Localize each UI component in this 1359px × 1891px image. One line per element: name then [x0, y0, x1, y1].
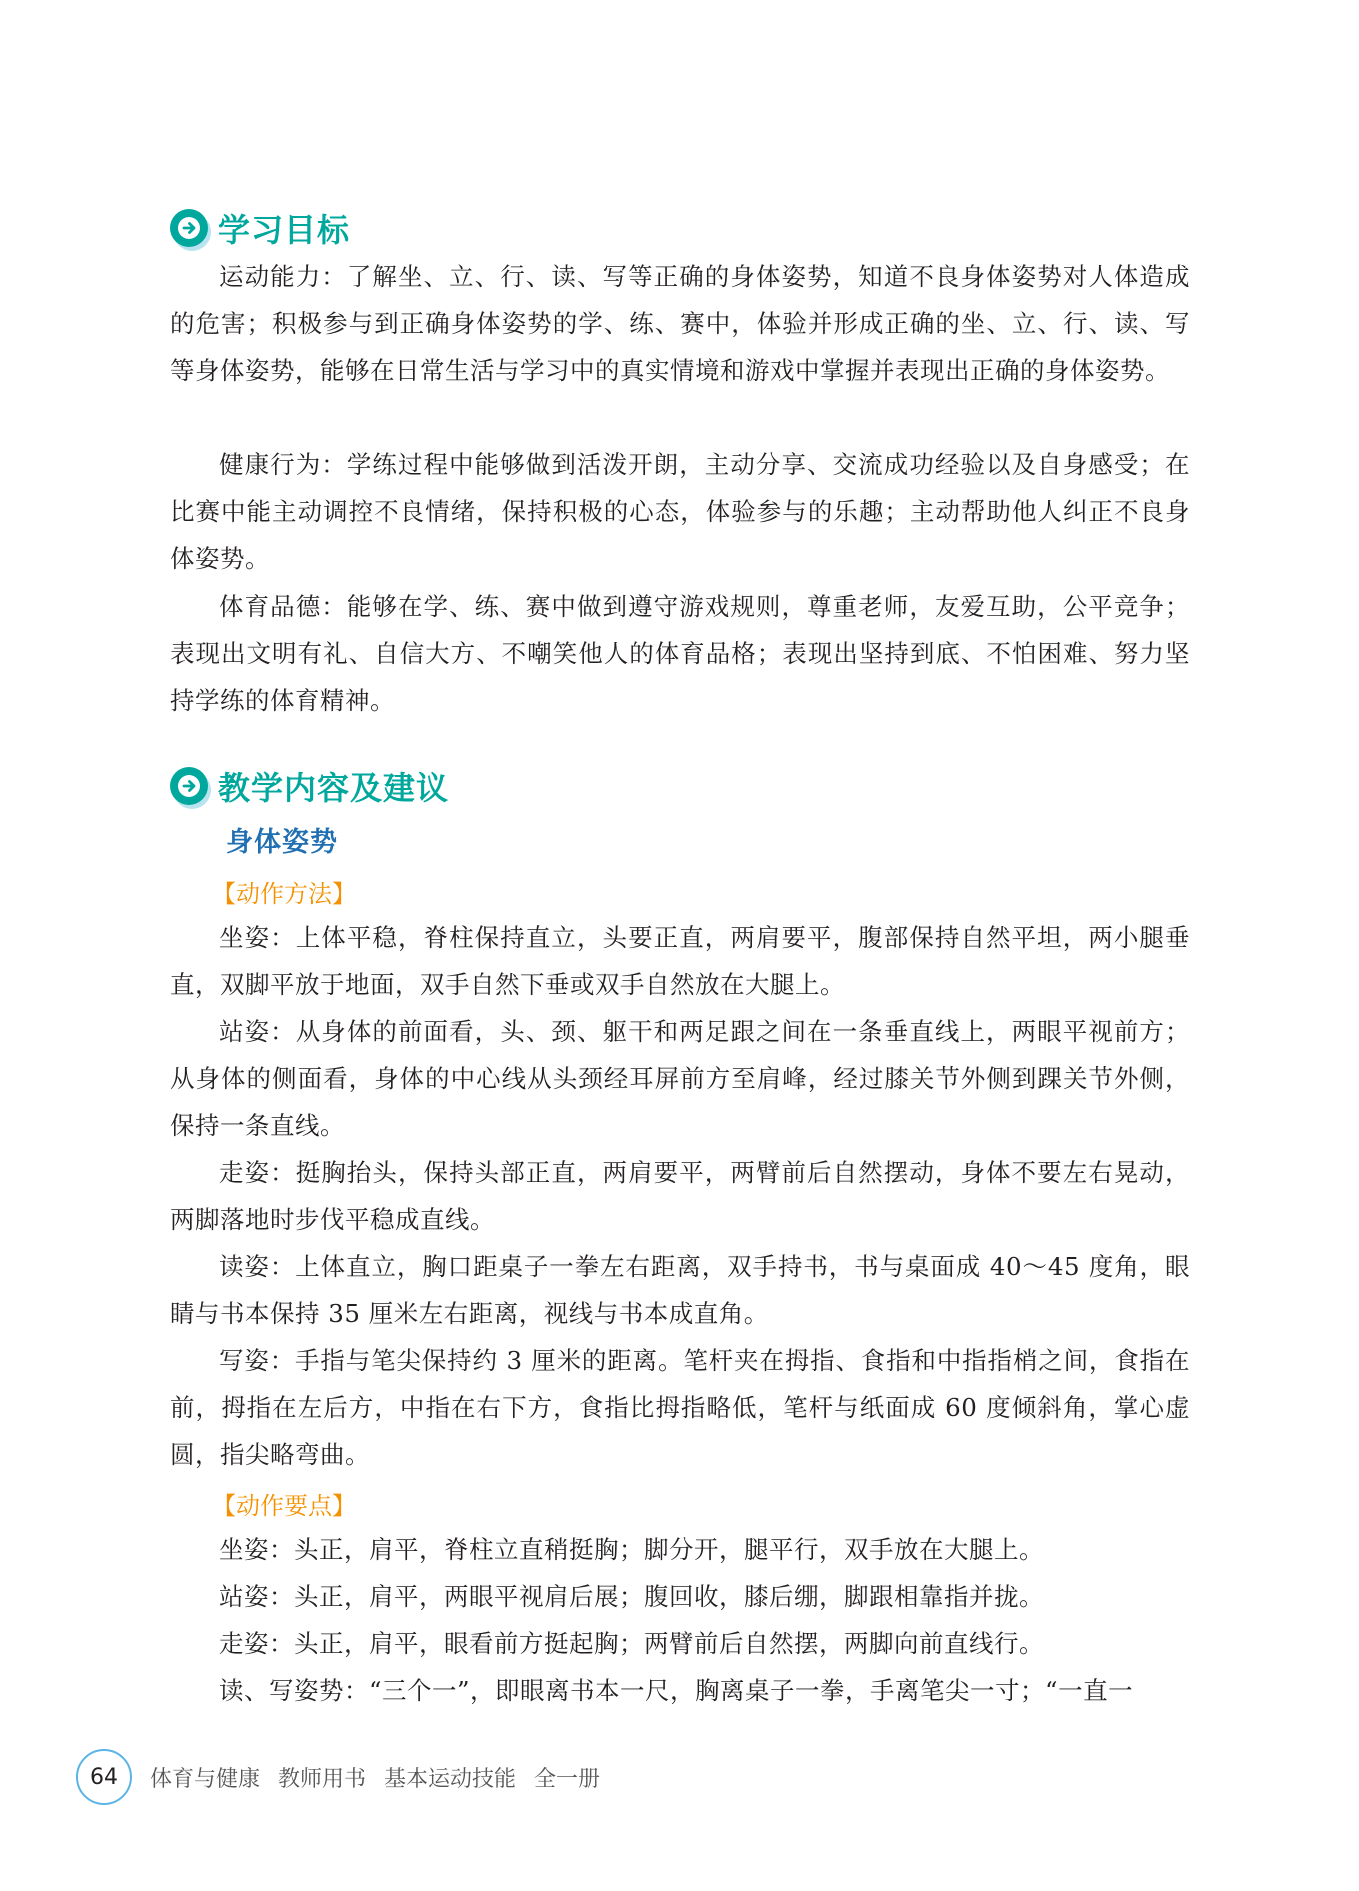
goal-health-behavior: 健康行为：学练过程中能够做到活泼开朗，主动分享、交流成功经验以及自身感受；在比赛中能主动调控不良情绪，保持积极的心态，体验参与的乐趣；主动帮助他人纠正不良身体姿势。 — [170, 450, 1190, 573]
arrow-right-icon — [170, 209, 208, 247]
page-footer — [76, 1747, 618, 1807]
method-sitting: 坐姿：上体平稳，脊柱保持直立，头要正直，两肩要平，腹部保持自然平坦，两小腿垂直，双脚平放于地面，双手自然下垂或双手自然放在大腿上。 — [170, 923, 1190, 999]
keypoint-standing: 站姿：头正，肩平，两眼平视肩后展；腹回收，膝后绷，脚跟相靠指并拢。 — [219, 1582, 1044, 1611]
section-heading-learning-goals — [170, 200, 350, 256]
page-number: 64 — [76, 1749, 132, 1805]
label-action-method: 【动作方法】 — [212, 880, 356, 908]
method-reading: 读姿：上体直立，胸口距桌子一拳左右距离，双手持书，书与桌面成 40～45 度角，眼睛与书本保持 35 厘米左右距离，视线与书本成直角。 — [170, 1252, 1190, 1328]
footer-scope: 全一册 — [534, 1766, 601, 1792]
subheading-body-posture: 身体姿势 — [226, 827, 338, 858]
keypoint-sitting: 坐姿：头正，肩平，脊柱立直稍挺胸；脚分开，腿平行，双手放在大腿上。 — [219, 1535, 1044, 1564]
keypoint-reading-writing: 读、写姿势：“三个一”，即眼离书本一尺，胸离桌子一拳，手离笔尖一寸；“一直一 — [219, 1676, 1134, 1705]
section-title: 教学内容及建议 — [218, 769, 450, 807]
footer-edition: 教师用书 — [278, 1766, 367, 1792]
section-title: 学习目标 — [218, 211, 351, 249]
goal-motor-ability: 运动能力：了解坐、立、行、读、写等正确的身体姿势，知道不良身体姿势对人体造成的危害；积极参与到正确身体姿势的学、练、赛中，体验并形成正确的坐、立、行、读、写等身体姿势，能够在日常生活与学习中的真实情境和游戏中掌握并表现出正确的身体姿势。 — [170, 262, 1190, 385]
goal-sportsmanship: 体育品德：能够在学、练、赛中做到遵守游戏规则，尊重老师，友爱互助，公平竞争；表现出文明有礼、自信大方、不嘲笑他人的体育品格；表现出坚持到底、不怕困难、努力坚持学练的体育精神。 — [170, 592, 1190, 715]
method-walking: 走姿：挺胸抬头，保持头部正直，两肩要平，两臂前后自然摆动，身体不要左右晃动，两脚落地时步伐平稳成直线。 — [170, 1158, 1190, 1234]
method-writing: 写姿：手指与笔尖保持约 3 厘米的距离。笔杆夹在拇指、食指和中指指梢之间，食指在前，拇指在左后方，中指在右下方，食指比拇指略低，笔杆与纸面成 60 度倾斜角，掌心虚圆，指尖略弯曲。 — [170, 1346, 1190, 1469]
keypoint-walking: 走姿：头正，肩平，眼看前方挺起胸；两臂前后自然摆，两脚向前直线行。 — [219, 1629, 1044, 1658]
section-heading-teaching-content — [170, 758, 449, 814]
method-standing: 站姿：从身体的前面看，头、颈、躯干和两足跟之间在一条垂直线上，两眼平视前方；从身体的侧面看，身体的中心线从头颈经耳屏前方至肩峰，经过膝关节外侧到踝关节外侧，保持一条直线。 — [170, 1017, 1190, 1140]
label-action-keypoints: 【动作要点】 — [212, 1492, 356, 1520]
footer-book-title: 体育与健康 — [150, 1766, 261, 1792]
footer-volume: 基本运动技能 — [384, 1766, 517, 1792]
arrow-right-icon — [170, 767, 208, 805]
